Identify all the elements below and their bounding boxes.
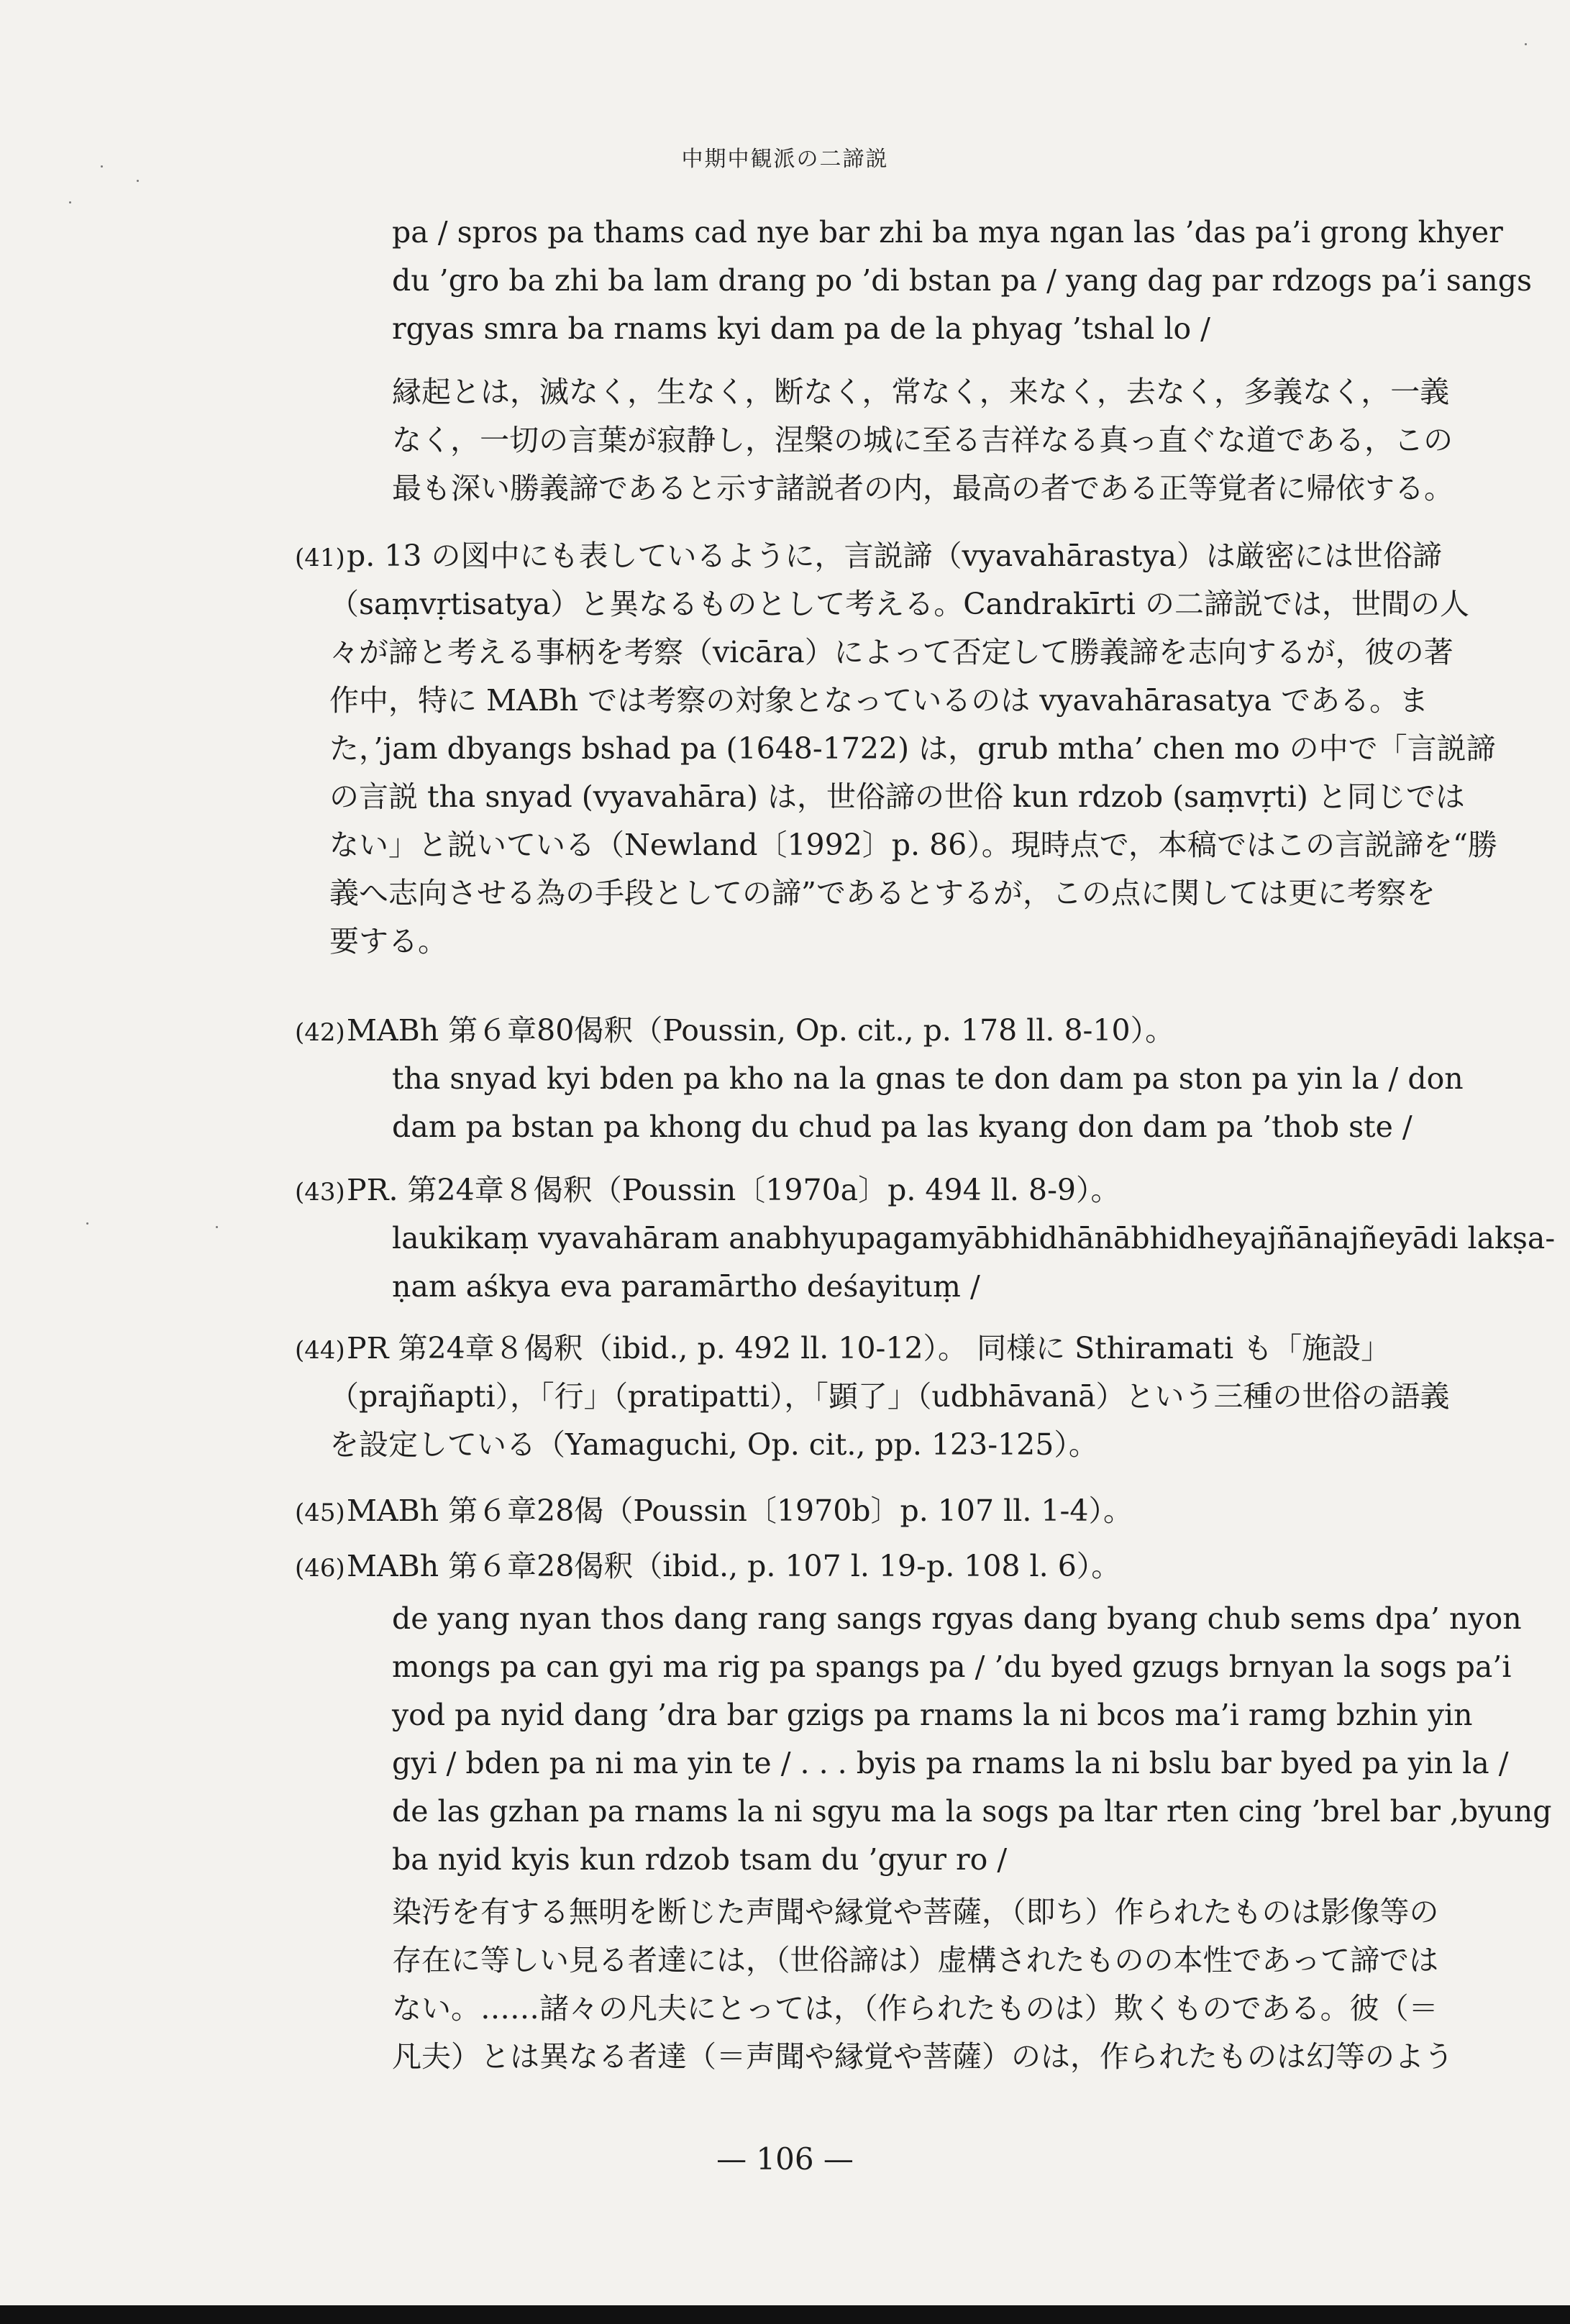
footnote-44 [295, 1325, 1390, 1373]
text-line: yod pa nyid dang ’dra bar gzigs pa rnams la ni bcos ma’i ramg bzhin yin [392, 1698, 1473, 1732]
text-line: 染汚を有する無明を断じた声聞や縁覚や菩薩，（即ち）作られたものは影像等の [392, 1895, 1439, 1929]
scan-speck [1525, 43, 1527, 45]
footnote-42 [295, 1007, 1174, 1055]
text-line: ṇam aśkya eva paramārtho deśayituṃ / [392, 1269, 980, 1304]
footnote-43 [295, 1166, 1121, 1214]
footnote-42-body [392, 1055, 1464, 1151]
text-line: dam pa bstan pa khong du chud pa las kyang don dam pa ’thob ste / [392, 1110, 1412, 1144]
text-line: 義へ志向させる為の手段としての諦”であるとするが，この点に関しては更に考察を [329, 876, 1436, 910]
text-line: ない」と説いている（Newland〔1992〕p. 86）。現時点で，本稿ではこの言説諦を“勝 [329, 828, 1497, 862]
text-line: de las gzhan pa rnams la ni sgyu ma la sogs pa ltar rten cing ’brel bar ,byung [392, 1794, 1552, 1829]
text-line: PR 第24章８偈釈（ibid., p. 492 ll. 10-12）。 同様に Sthiramati も「施設」 [347, 1331, 1391, 1365]
footnote-number: (44) [295, 1336, 345, 1365]
footnote-46-tibetan [392, 1595, 1551, 1884]
footnote-head: MABh 第６章28偈釈（ibid., p. 107 l. 19-p. 108 l. 6）。 [347, 1549, 1121, 1583]
scan-speck [101, 165, 103, 168]
text-line: た，’jam dbyangs bshad pa (1648-1722) は，grub mtha’ chen mo の中で「言説諦 [329, 731, 1496, 766]
text-line: pa / spros pa thams cad nye bar zhi ba mya ngan las ’das pa’i grong khyer [392, 215, 1503, 250]
text-line: ba nyid kyis kun rdzob tsam du ’gyur ro / [392, 1842, 1008, 1877]
footnote-46 [295, 1542, 1121, 1591]
scan-edge [0, 2305, 1570, 2324]
footnote-number: (46) [295, 1554, 345, 1583]
text-line: 存在に等しい見る者達には，（世俗諦は）虚構されたものの本性であって諦では [392, 1943, 1439, 1977]
footnote-head: MABh 第６章28偈（Poussin〔1970b〕p. 107 ll. 1-4）。 [347, 1493, 1133, 1528]
footnote-head: PR. 第24章８偈釈（Poussin〔1970a〕p. 494 ll. 8-9）。 [347, 1173, 1121, 1207]
text-line: 凡夫）とは異なる者達（＝声聞や縁覚や菩薩）のは，作られたものは幻等のよう [392, 2039, 1453, 2074]
page-number: — 106 — [716, 2141, 854, 2177]
footnote-46-japanese [392, 1888, 1453, 2081]
text-line: を設定している（Yamaguchi, Op. cit., pp. 123-125）。 [329, 1427, 1098, 1462]
text-line: なく，一切の言葉が寂静し，涅槃の城に至る吉祥なる真っ直ぐな道である，この [392, 423, 1453, 457]
text-line: （prajñapti），「行」（pratipatti），「顕了」（udbhāvanā）という三種の世俗の語義 [329, 1379, 1450, 1414]
footnote-number: (45) [295, 1499, 345, 1527]
text-line: ない。……諸々の凡夫にとっては，（作られたものは）欺くものである。彼（＝ [392, 1991, 1438, 2026]
footnote-head: MABh 第６章80偈釈（Poussin, Op. cit., p. 178 ll. 8-10）。 [347, 1013, 1175, 1048]
text-line: 最も深い勝義諦であると示す諸説者の内，最高の者である正等覚者に帰依する。 [392, 471, 1453, 505]
text-line: 作中，特に MABh では考察の対象となっているのは vyavahārasatya である。ま [329, 683, 1429, 718]
footnote-44-body [329, 1373, 1450, 1469]
text-line: de yang nyan thos dang rang sangs rgyas dang byang chub sems dpa’ nyon [392, 1601, 1522, 1636]
footnote-45 [295, 1487, 1133, 1535]
text-line: （saṃvṛtisatya）と異なるものとして考える。Candrakīrti の二諦説では，世間の人 [329, 587, 1469, 621]
text-line: の言説 tha snyad (vyavahāra) は，世俗諦の世俗 kun rdzob (saṃvṛti) と同じでは [329, 779, 1465, 814]
running-header: 中期中観派の二諦説 [681, 147, 889, 172]
top-tibetan-block [392, 209, 1532, 353]
footnote-43-body [392, 1214, 1555, 1311]
footnote-number: (42) [295, 1018, 345, 1047]
scan-speck [86, 1222, 88, 1225]
footnote-41 [295, 532, 1442, 580]
text-line: 縁起とは，滅なく，生なく，断なく，常なく，来なく，去なく，多義なく，一義 [392, 375, 1450, 409]
text-line: tha snyad kyi bden pa kho na la gnas te don dam pa ston pa yin la / don [392, 1061, 1464, 1096]
top-japanese-block [392, 368, 1453, 513]
footnote-number: (41) [295, 544, 345, 572]
text-line: laukikaṃ vyavahāram anabhyupagamyābhidhānābhidheyajñānajñeyādi lakṣa- [392, 1221, 1556, 1255]
text-line: rgyas smra ba rnams kyi dam pa de la phyag ’tshal lo / [392, 311, 1210, 346]
scan-speck [69, 201, 71, 203]
footnote-41-body [329, 580, 1497, 966]
text-line: du ’gro ba zhi ba lam drang po ’di bstan pa / yang dag par rdzogs pa’i sangs [392, 263, 1532, 298]
text-line: mongs pa can gyi ma rig pa spangs pa / ’du byed gzugs brnyan la sogs pa’i [392, 1650, 1512, 1684]
text-line: gyi / bden pa ni ma yin te / . . . byis pa rnams la ni bslu bar byed pa yin la / [392, 1746, 1509, 1780]
text-line: p. 13 の図中にも表しているように，言説諦（vyavahārastya）は厳密には世俗諦 [347, 539, 1442, 573]
scan-speck [137, 180, 139, 182]
footnote-number: (43) [295, 1178, 345, 1207]
text-line: 要する。 [329, 924, 447, 959]
scan-speck [216, 1226, 218, 1228]
text-line: 々が諦と考える事柄を考察（vicāra）によって否定して勝義諦を志向するが，彼の著 [329, 635, 1453, 669]
